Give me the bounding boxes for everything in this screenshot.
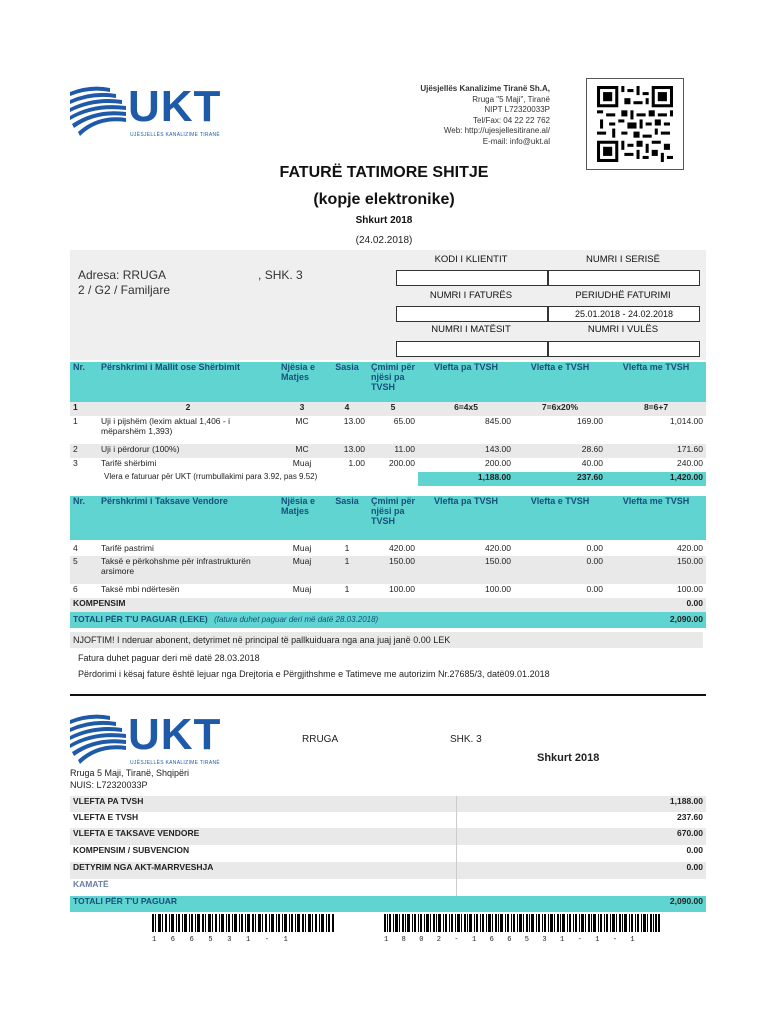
summary-total-label: TOTALI PËR T'U PAGUAR — [70, 896, 456, 912]
coupon-nuis: NUIS: L72320033P — [70, 780, 148, 790]
client-address-panel — [70, 250, 386, 360]
barcode-2 — [384, 914, 660, 944]
subtotal-row — [70, 472, 706, 486]
cell: Muaj — [292, 458, 312, 468]
total-value: 2,090.00 — [606, 612, 706, 628]
logo-waves-icon — [70, 84, 128, 136]
company-line: E-mail: info@ukt.al — [482, 136, 550, 146]
coupon-logo — [70, 712, 230, 766]
qr-code-icon — [597, 86, 673, 162]
summary-value: 0.00 — [456, 862, 706, 879]
logo-subtitle: UJËSJELLËS KANALIZIME TIRANË — [130, 132, 220, 138]
cell: 65.00 — [393, 416, 415, 426]
periudha-label: PERIUDHË FATURIMI — [575, 290, 671, 301]
summary-label: VLEFTA E TVSH — [70, 812, 456, 828]
cell: 1 — [326, 556, 368, 584]
index-cell: 5 — [368, 402, 418, 416]
col-header: Nr. — [70, 496, 98, 540]
summary-value: 1,188.00 — [456, 796, 706, 812]
cell: 240.00 — [677, 458, 703, 468]
company-line: Tel/Fax: 04 22 22 762 — [473, 115, 550, 125]
subtotal-value: 237.60 — [514, 472, 606, 486]
col-header: Vlefta e TVSH — [514, 496, 606, 540]
summary-label: KOMPENSIM / SUBVENCION — [70, 845, 456, 862]
summary-value — [456, 879, 706, 896]
barcode-1-bars — [152, 914, 334, 932]
invoice-subtitle: (kopje elektronike) — [313, 191, 455, 208]
summary-row — [70, 796, 706, 812]
vula-label: NUMRI I VULËS — [587, 324, 659, 335]
barcode-2-digits: 1 8 0 2 - 1 6 6 5 3 1 - 1 - 1 — [384, 936, 640, 944]
vula-field — [548, 341, 700, 357]
col-header: Vlefta me TVSH — [606, 362, 706, 402]
summary-row — [70, 845, 706, 862]
cell: 200.00 — [485, 458, 511, 468]
address-line2: 2 / G2 / Familjare — [78, 283, 171, 297]
address-shk: , SHK. 3 — [258, 268, 303, 282]
invoice-month: Shkurt 2018 — [355, 215, 413, 226]
company-info — [330, 84, 550, 147]
cell: 4 — [73, 543, 78, 553]
cell: 40.00 — [581, 458, 603, 468]
kompensim-row — [70, 598, 706, 612]
total-row — [70, 612, 706, 628]
cell: 1,014.00 — [669, 416, 703, 426]
njoftim-note: NJOFTIM! I nderuar abonent, detyrimet në principal të pallkuiduara nga ana juaj janë 0.00 LEK — [70, 632, 703, 648]
cell: 13.00 — [326, 444, 368, 458]
cell: 420.00 — [485, 543, 511, 553]
goods-table-header — [70, 362, 706, 402]
index-cell: 3 — [278, 402, 326, 416]
coupon-month: Shkurt 2018 — [537, 752, 600, 764]
seria-label: NUMRI I SERISË — [586, 254, 660, 265]
fatura-field — [396, 306, 548, 322]
seria-field — [548, 270, 700, 286]
invoice-date: (24.02.2018) — [355, 235, 413, 246]
cell: 420.00 — [677, 543, 703, 553]
index-cell: 2 — [98, 402, 278, 416]
taxes-table-header — [70, 496, 706, 540]
subtotal-value: 1,188.00 — [418, 472, 514, 486]
col-header: Vlefta pa TVSH — [418, 362, 514, 402]
col-header: Vlefta pa TVSH — [418, 496, 514, 540]
cell: 100.00 — [677, 584, 703, 594]
col-header: Vlefta me TVSH — [606, 496, 706, 540]
summary-row — [70, 828, 706, 845]
cell: 171.60 — [606, 444, 706, 458]
cell: MC — [295, 416, 309, 426]
cell: 0.00 — [586, 584, 603, 594]
cell: 420.00 — [389, 543, 415, 553]
col-header: Nr. — [70, 362, 98, 402]
subtotal-label: Vlera e faturuar për UKT (rrumbullakimi para 3.92, pas 9.52) — [104, 472, 318, 481]
cell: 100.00 — [389, 584, 415, 594]
cell: Tarifë pastrimi — [101, 543, 154, 553]
cell: 5 — [70, 556, 98, 584]
barcode-1-digits: 1 6 6 5 3 1 - 1 — [152, 936, 294, 944]
col-header: Çmimi për njësi pa TVSH — [368, 362, 418, 402]
cell: 150.00 — [368, 556, 418, 584]
index-cell: 1 — [70, 402, 98, 416]
index-cell: 6=4x5 — [418, 402, 514, 416]
cell: 0.00 — [514, 556, 606, 584]
summary-row — [70, 812, 706, 828]
index-row — [70, 402, 706, 416]
summary-value: 0.00 — [686, 845, 703, 855]
cell: Taksë e përkohshme për infrastrukturën arsimore — [98, 556, 278, 584]
col-header: Çmimi për njësi pa TVSH — [368, 496, 418, 540]
summary-label: DETYRIM NGA AKT-MARRVESHJA — [70, 862, 456, 879]
cell: 1.00 — [348, 458, 365, 468]
cell: 150.00 — [418, 556, 514, 584]
cell: 13.00 — [343, 416, 365, 426]
barcode-1 — [152, 914, 334, 944]
logo-subtitle: UJËSJELLËS KANALIZIME TIRANË — [130, 760, 220, 766]
col-header: Sasia — [326, 496, 368, 540]
cell: Uji i përdorur (100%) — [98, 444, 278, 458]
summary-total-row — [70, 896, 706, 912]
cell: Taksë mbi ndërtesën — [101, 584, 180, 594]
goods-table — [70, 362, 706, 486]
coupon-summary — [70, 796, 706, 912]
matesi-field — [396, 341, 548, 357]
cut-line — [70, 694, 706, 696]
company-line: Web: http://ujesjellesitirane.al/ — [443, 126, 550, 135]
logo — [70, 84, 220, 140]
address-label: Adresa: RRUGA — [78, 268, 167, 282]
kompensim-value: 0.00 — [606, 598, 706, 612]
table-row — [70, 584, 706, 598]
barcode-2-bars — [384, 914, 660, 932]
cell: Tarifë shërbimi — [101, 458, 157, 468]
cell: 1 — [344, 584, 350, 594]
cell: 2 — [70, 444, 98, 458]
cell: 200.00 — [389, 458, 415, 468]
cell: 6 — [73, 584, 78, 594]
table-row — [70, 540, 706, 556]
total-label: TOTALI PËR T'U PAGUAR (LEKE) — [73, 614, 208, 624]
fatura-label: NUMRI I FATURËS — [429, 290, 513, 301]
coupon-street: RRUGA — [302, 734, 339, 745]
cell: Uji i pijshëm (lexim aktual 1,406 - i mëparshëm 1,393) — [101, 416, 230, 436]
cell: MC — [278, 444, 326, 458]
index-cell: 4 — [326, 402, 368, 416]
kodi-label: KODI I KLIENTIT — [434, 254, 508, 265]
authorization-note: Përdorimi i kësaj fature është lejuar nga Drejtoria e Përgjithshme e Tatimeve me autorizim Nr.27685/3, datë09.01.2018 — [78, 669, 550, 679]
summary-row — [70, 879, 706, 896]
cell: 1 — [73, 416, 78, 426]
cell: 28.60 — [514, 444, 606, 458]
summary-label: VLEFTA E TAKSAVE VENDORE — [70, 828, 456, 845]
periudha-field: 25.01.2018 - 24.02.2018 — [548, 306, 700, 322]
total-note: (fatura duhet paguar deri më datë 28.03.2018) — [214, 615, 379, 624]
cell: 169.00 — [577, 416, 603, 426]
col-header: Njësia e Matjes — [278, 362, 326, 402]
table-row — [70, 458, 706, 472]
kompensim-label: KOMPENSIM — [70, 598, 606, 612]
company-line: NIPT L72320033P — [484, 105, 550, 114]
summary-row — [70, 862, 706, 879]
cell: 100.00 — [485, 584, 511, 594]
index-cell: 8=6+7 — [606, 402, 706, 416]
summary-value: 237.60 — [677, 812, 703, 822]
cell: 1 — [344, 543, 350, 553]
cell: Muaj — [292, 584, 312, 594]
client-fields-panel — [386, 250, 706, 360]
col-header: Sasia — [326, 362, 368, 402]
index-cell: 7=6x20% — [514, 402, 606, 416]
logo-text: UKT — [128, 82, 222, 131]
company-line: Rruga "5 Maji", Tiranë — [472, 94, 550, 104]
summary-label: VLEFTA PA TVSH — [70, 796, 456, 812]
matesi-label: NUMRI I MATËSIT — [431, 324, 511, 335]
deadline-note: Fatura duhet paguar deri më datë 28.03.2018 — [78, 653, 260, 663]
cell: 0.00 — [586, 543, 603, 553]
invoice-title: FATURË TATIMORE SHITJE — [279, 164, 489, 181]
logo-text: UKT — [128, 710, 222, 759]
cell: Muaj — [278, 556, 326, 584]
summary-total-value: 2,090.00 — [456, 896, 706, 912]
subtotal-value: 1,420.00 — [606, 472, 706, 486]
col-header: Njësia e Matjes — [278, 496, 326, 540]
cell: 845.00 — [485, 416, 511, 426]
cell: 11.00 — [368, 444, 418, 458]
coupon-address: Rruga 5 Maji, Tiranë, Shqipëri — [70, 768, 190, 778]
col-header: Vlefta e TVSH — [514, 362, 606, 402]
kodi-field — [396, 270, 548, 286]
summary-value: 670.00 — [456, 828, 706, 845]
table-row — [70, 444, 706, 458]
col-header: Përshkrimi i Taksave Vendore — [98, 496, 278, 540]
table-row — [70, 556, 706, 584]
cell: 150.00 — [606, 556, 706, 584]
taxes-table — [70, 496, 706, 628]
cell: Muaj — [292, 543, 312, 553]
qr-code — [586, 78, 684, 170]
col-header: Përshkrimi i Mallit ose Shërbimit — [98, 362, 278, 402]
summary-label: KAMATË — [70, 879, 456, 896]
coupon-shk: SHK. 3 — [450, 734, 482, 745]
table-row — [70, 416, 706, 444]
logo-waves-icon — [70, 712, 128, 764]
cell: 143.00 — [418, 444, 514, 458]
cell: 3 — [73, 458, 78, 468]
company-line: Ujësjellës Kanalizime Tiranë Sh.A, — [420, 84, 550, 93]
